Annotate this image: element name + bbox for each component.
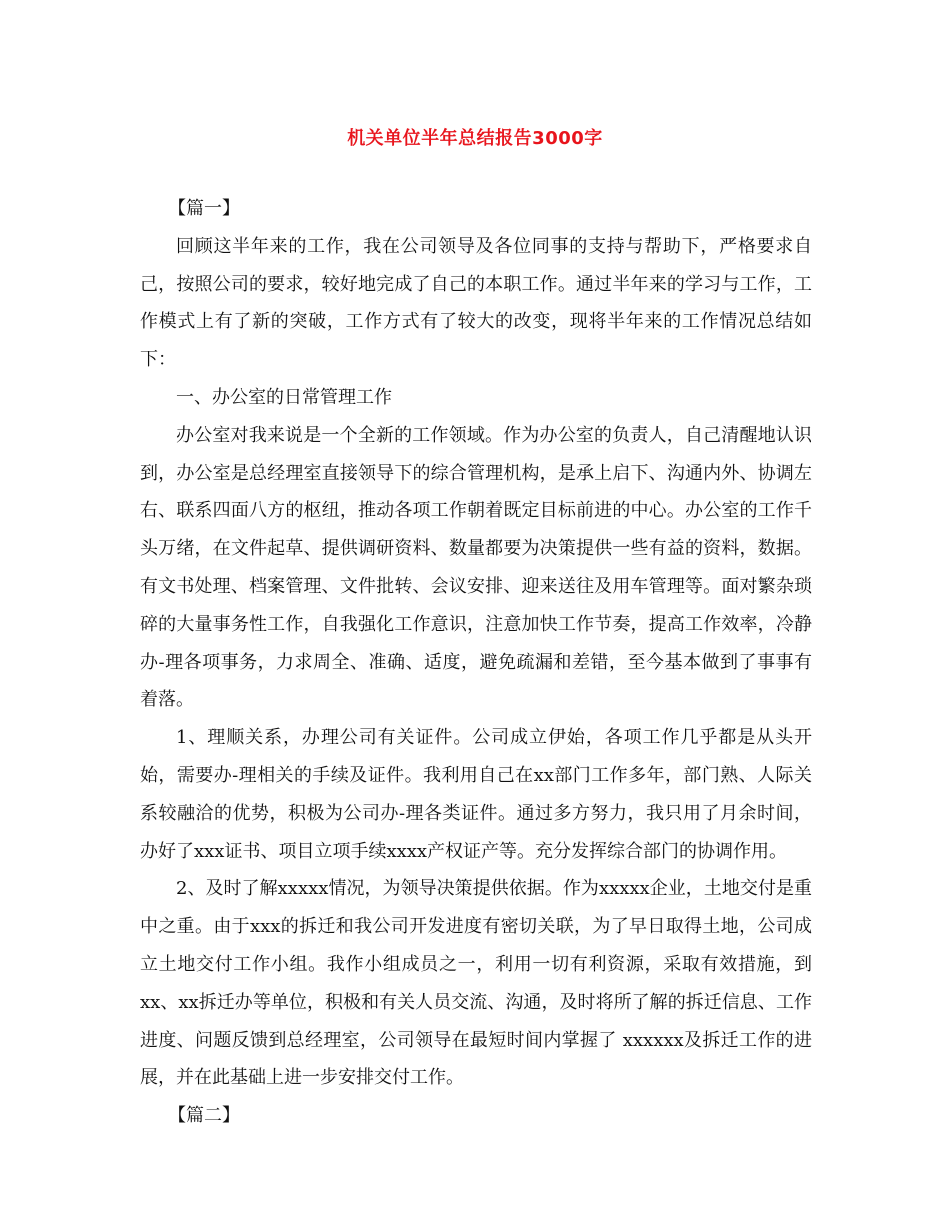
subsection-heading: 一、办公室的日常管理工作 — [176, 386, 392, 408]
section-heading-part-one: 【篇一】 — [168, 198, 240, 219]
document-title: 机关单位半年总结报告3000字 — [347, 128, 603, 149]
section-heading-part-two: 【篇二】 — [168, 1105, 240, 1127]
document-body — [140, 190, 812, 1135]
item-one-paragraph: 1、理顺关系，办理公司有关证件。公司成立伊始，各项工作几乎都是从头开始，需要办-理相关的手续及证件。我利用自己在xx部门工作多年，部门熟、人际关系较融洽的优势，积极为公司办-理各类证件。通过多方努力，我只用了月余时间，办好了xxx证书、项目立项手续xxxx产权证产等。充分发挥综合部门的协调作用。 — [140, 727, 812, 862]
office-paragraph: 办公室对我来说是一个全新的工作领域。作为办公室的负责人，自己清醒地认识到，办公室是总经理室直接领导下的综合管理机构，是承上启下、沟通内外、协调左右、联系四面八方的枢纽，推动各项工作朝着既定目标前进的中心。办公室的工作千头万绪，在文件起草、提供调研资料、数量都要为决策提供一些有益的资料，数据。有文书处理、档案管理、文件批转、会议安排、迎来送往及用车管理等。面对繁杂琐碎的大量事务性工作，自我强化工作意识，注意加快工作节奏，提高工作效率，冷静办-理各项事务，力求周全、准确、适度，避免疏漏和差错，至今基本做到了事事有着落。 — [140, 424, 812, 711]
item-two-paragraph: 2、及时了解xxxxx情况，为领导决策提供依据。作为xxxxx企业，土地交付是重中之重。由于xxx的拆迁和我公司开发进度有密切关联，为了早日取得土地，公司成立土地交付工作小组。我作小组成员之一，利用一切有利资源，采取有效措施，到xx、xx拆迁办等单位，积极和有关人员交流、沟通，及时将所了解的拆迁信息、工作进度、问题反馈到总经理室，公司领导在最短时间内掌握了 xxxxxx及拆迁工作的进展，并在此基础上进一步安排交付工作。 — [140, 878, 812, 1089]
intro-paragraph: 回顾这半年来的工作，我在公司领导及各位同事的支持与帮助下，严格要求自己，按照公司的要求，较好地完成了自己的本职工作。通过半年来的学习与工作，工作模式上有了新的突破，工作方式有了较大的改变，现将半年来的工作情况总结如下： — [140, 235, 812, 371]
